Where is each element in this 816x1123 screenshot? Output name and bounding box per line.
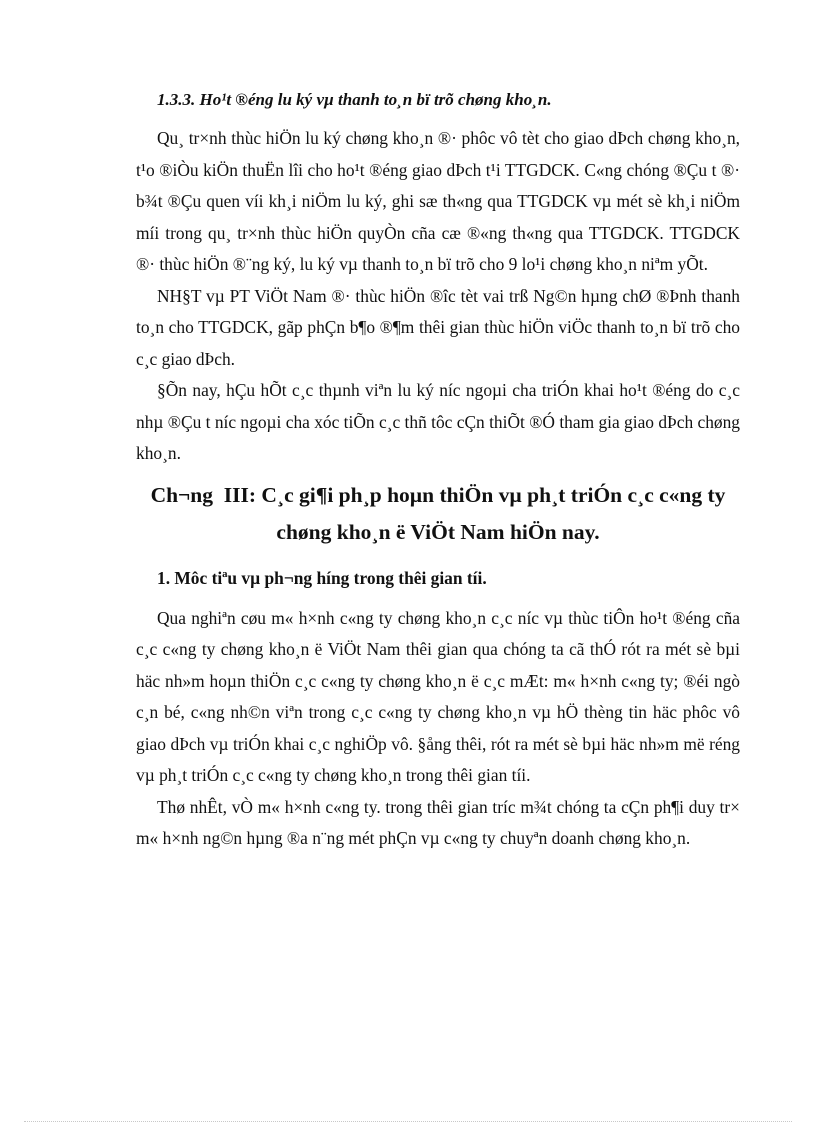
subsection-heading: 1. Môc tiªu vµ ph¬ng híng trong thêi gian tíi.: [157, 567, 487, 588]
page-content: [136, 90, 740, 855]
paragraph-settlement-bank: NH§T vµ PT ViÖt Nam ®· thùc hiÖn ®îc tèt vai trß Ng©n hµng chØ ®Þnh thanh to¸n cho TTGDCK, gãp phÇn b¶o ®¶m thêi gian thùc hiÖn viÖc thanh to¸n bï trõ cho c¸c giao dÞch.: [136, 285, 740, 369]
chapter-title-line-2: chøng kho¸n ë ViÖt Nam hiÖn nay.: [276, 519, 600, 544]
chapter-title-line-1: Ch¬ng III: C¸c gi¶i ph¸p hoµn thiÖn vµ ph¸t triÓn c¸c c«ng ty: [150, 482, 726, 507]
page-bottom-divider: [24, 1121, 792, 1122]
section-heading: 1.3.3. Ho¹t ®éng lu ký vµ thanh to¸n bï trõ chøng kho¸n.: [157, 90, 552, 109]
paragraph-company-model: Thø nhÊt, vÒ m« h×nh c«ng ty. trong thêi gian tríc m¾t chóng ta cÇn ph¶i duy tr× m« h×nh ng©n hµng ®a n¨ng mét phÇn vµ c«ng ty chuyªn doanh chøng kho¸n.: [136, 796, 740, 848]
paragraph-depository-process: Qu¸ tr×nh thùc hiÖn lu ký chøng kho¸n ®· phôc vô tèt cho giao dÞch chøng kho¸n, t¹o ®iÒu kiÖn thuËn lîi cho ho¹t ®éng giao dÞch t¹i TTGDCK. C«ng chóng ®Çu t ®· b¾t ®Çu quen víi kh¸i niÖm lu ký, ghi sæ th«ng qua TTGDCK vµ mét sè kh¸i niÖm míi trong qu¸ tr×nh thùc hiÖn quyÒn cña cæ ®«ng th«ng qua TTGDCK. TTGDCK ®· thùc hiÖn ®¨ng ký, lu ký vµ thanh to¸n bï trõ cho 9 lo¹i chøng kho¸n niªm yÕt.: [136, 128, 740, 274]
paragraph-lessons: Qua nghiªn cøu m« h×nh c«ng ty chøng kho¸n c¸c níc vµ thùc tiÔn ho¹t ®éng cña c¸c c«ng ty chøng kho¸n ë ViÖt Nam thêi gian qua chóng ta cã thÓ rót ra mét sè bµi häc nh»m hoµn thiÖn c¸c c«ng ty chøng kho¸n ë c¸c mÆt: m« h×nh c«ng ty; ®éi ngò c¸n bé, c«ng nh©n viªn trong c¸c c«ng ty chøng kho¸n vµ hÖ thèng tin häc phôc vô giao dÞch vµ triÓn khai c¸c nghiÖp vô. §ång thêi, rót ra mét sè bµi häc nh»m më réng vµ ph¸t triÓn c¸c c«ng ty chøng kho¸n trong thêi gian tíi.: [136, 607, 740, 785]
paragraph-foreign-members: §Õn nay, hÇu hÕt c¸c thµnh viªn lu ký níc ngoµi cha triÓn khai ho¹t ®éng do c¸c nhµ ®Çu t níc ngoµi cha xóc tiÕn c¸c thñ tôc cÇn thiÕt ®Ó tham gia giao dÞch chøng kho¸n.: [136, 380, 740, 463]
